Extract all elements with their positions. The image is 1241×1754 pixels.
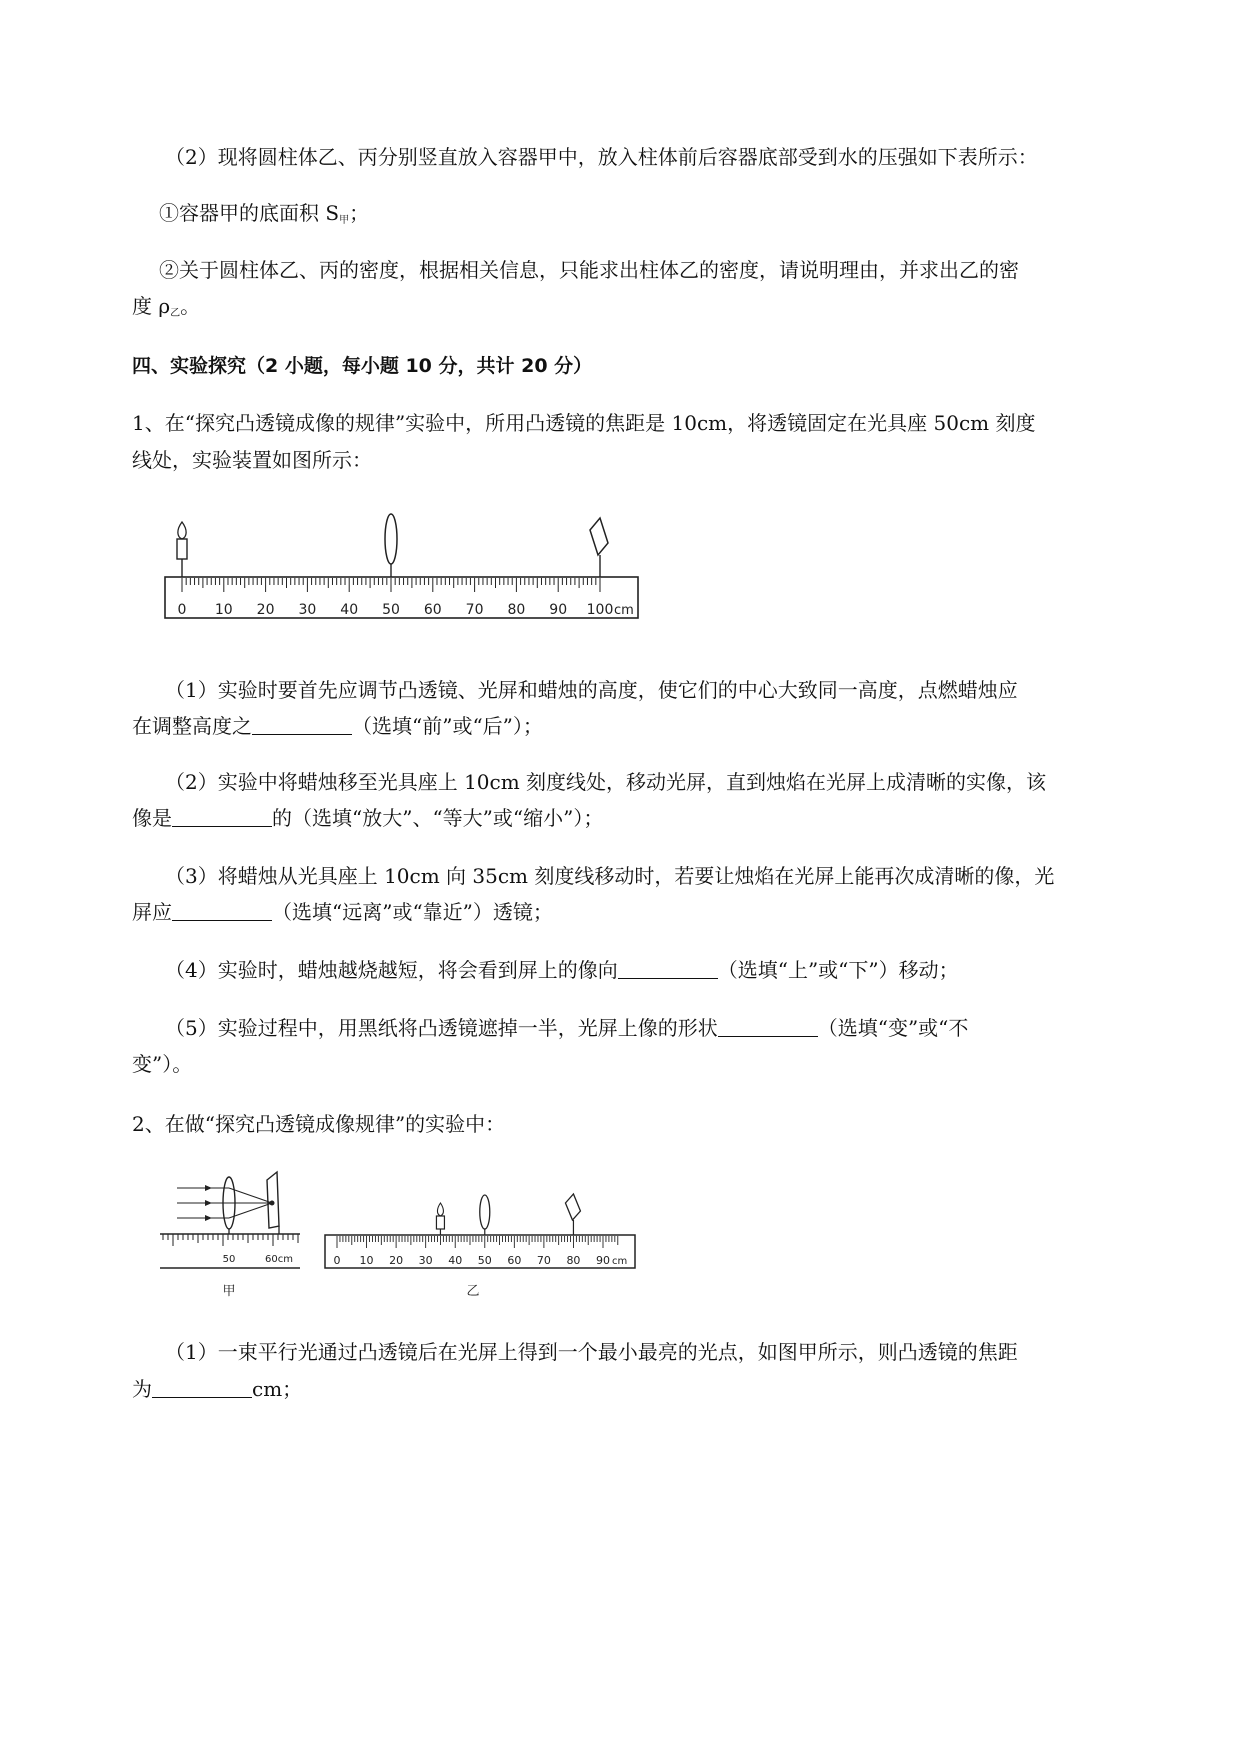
question-2a-end: ； (349, 201, 370, 225)
problem-2-q1-line1: （1）一束平行光通过凸透镜后在光屏上得到一个最小最亮的光点，如图甲所示，则凸透镜的焦距 (165, 1340, 1018, 1364)
tick-label: 60 (507, 1254, 522, 1267)
tick-label: 90 (549, 602, 568, 618)
ray-arrow (205, 1200, 212, 1206)
problem-1-q5-line1 (165, 1014, 968, 1042)
problem-1-q1-text: 在调整高度之 (132, 714, 252, 738)
problem-2-q1-line2 (132, 1375, 302, 1403)
problem-1-q1-line2 (132, 712, 543, 740)
problem-1-q4-options: （选填“上”或“下”）移动； (717, 958, 959, 982)
tick-label: 90 (596, 1254, 610, 1267)
figure-jia-focal-length (155, 1168, 305, 1298)
problem-1-q3-text: 屏应 (132, 900, 172, 924)
problem-1-q5-options: （选填“变”或“不 (817, 1016, 969, 1040)
unit-label: cm (612, 1256, 628, 1267)
tick-label: 10 (359, 1254, 374, 1267)
question-2b-line1: ②关于圆柱体乙、丙的密度，根据相关信息，只能求出柱体乙的密度，请说明理由，并求出乙的密 (159, 258, 1019, 282)
question-2a-subscript: 甲 (339, 215, 350, 226)
problem-1-q3-line2 (132, 898, 553, 926)
light-screen (565, 1194, 580, 1220)
question-2b-text: 度 ρ (132, 294, 171, 318)
question-2b-end: 。 (180, 294, 201, 318)
problem-1-q4-text: （4）实验时，蜡烛越烧越短，将会看到屏上的像向 (165, 958, 618, 982)
tick-label: 0 (177, 602, 187, 618)
answer-blank[interactable] (618, 958, 718, 979)
answer-blank[interactable] (252, 714, 352, 735)
tick-label: 100 (586, 602, 614, 618)
ray-arrow (205, 1185, 212, 1191)
candle-body (436, 1216, 444, 1229)
focal-point (270, 1201, 275, 1206)
tick-label: 50 (222, 1254, 236, 1265)
figure-caption-yi: 乙 (466, 1284, 480, 1299)
tick-label: 40 (340, 602, 359, 618)
section-heading: 四、实验探究（2 小题，每小题 10 分，共计 20 分） (132, 355, 593, 377)
tick-label: 60cm (265, 1254, 293, 1265)
problem-1-q3-options: （选填“远离”或“靠近”）透镜； (272, 900, 553, 924)
answer-blank[interactable] (152, 1377, 252, 1398)
problem-1-q2-options: 的（选填“放大”、“等大”或“缩小”）； (272, 806, 604, 830)
light-screen (590, 518, 608, 555)
problem-1-q2-line1: （2）实验中将蜡烛移至光具座上 10cm 刻度线处，移动光屏，直到烛焰在光屏上成清晰的实像，该 (165, 770, 1047, 794)
problem-1-q5-text: （5）实验过程中，用黑纸将凸透镜遮掉一半，光屏上像的形状 (165, 1016, 718, 1040)
problem-1-q4 (165, 956, 959, 984)
question-2b-subscript: 乙 (170, 308, 181, 319)
tick-label: 0 (333, 1254, 341, 1267)
problem-1-q3-line1: （3）将蜡烛从光具座上 10cm 向 35cm 刻度线移动时，若要让烛焰在光屏上能再次成清晰的像，光 (165, 864, 1055, 888)
problem-1-q5-line2: 变”）。 (132, 1052, 193, 1076)
unit-label: cm (614, 603, 634, 618)
problem-1-q1-line1: （1）实验时要首先应调节凸透镜、光屏和蜡烛的高度，使它们的中心大致同一高度，点燃蜡烛应 (165, 678, 1018, 702)
ray-arrow (205, 1215, 212, 1221)
answer-blank[interactable] (172, 900, 272, 921)
tick-label: 50 (477, 1254, 492, 1267)
tick-label: 60 (423, 602, 442, 618)
candle-body (177, 539, 187, 559)
question-2a-text: ①容器甲的底面积 S (159, 201, 340, 225)
problem-2-intro: 2、在做“探究凸透镜成像规律”的实验中： (132, 1112, 506, 1136)
problem-1-intro-line1: 1、在“探究凸透镜成像的规律”实验中，所用凸透镜的焦距是 10cm，将透镜固定在光具座 50cm 刻度 (132, 411, 1036, 435)
problem-1-q1-options: （选填“前”或“后”）； (352, 714, 543, 738)
tick-label: 50 (382, 602, 400, 618)
answer-blank[interactable] (718, 1016, 818, 1037)
figure-yi-optical-bench (320, 1185, 640, 1300)
tick-label: 20 (389, 1254, 404, 1267)
tick-label: 80 (566, 1254, 581, 1267)
candle-flame (437, 1203, 443, 1216)
tick-label: 10 (214, 602, 233, 618)
problem-1-intro-line2: 线处，实验装置如图所示： (132, 448, 372, 472)
problem-1-q2-text: 像是 (132, 806, 172, 830)
convex-lens (385, 514, 397, 564)
problem-2-q1-text: 为 (132, 1377, 152, 1401)
candle-flame (178, 522, 186, 539)
tick-label: 30 (418, 1254, 433, 1267)
convex-lens (480, 1195, 490, 1229)
tick-label: 70 (536, 1254, 551, 1267)
light-screen (267, 1172, 279, 1228)
tick-label: 30 (298, 602, 317, 618)
answer-blank[interactable] (172, 806, 272, 827)
tick-label: 70 (465, 602, 484, 618)
question-2-text: （2）现将圆柱体乙、丙分别竖直放入容器甲中，放入柱体前后容器底部受到水的压强如下表所示： (165, 145, 1038, 169)
tick-label: 20 (256, 602, 275, 618)
tick-label: 80 (507, 602, 526, 618)
problem-2-q1-unit: cm； (252, 1377, 303, 1401)
figure-caption-jia: 甲 (222, 1284, 236, 1298)
question-2b-line2 (132, 292, 200, 328)
problem-1-q2-line2 (132, 804, 603, 832)
optical-bench-figure-1 (160, 510, 645, 625)
question-2a (159, 199, 369, 235)
tick-label: 40 (448, 1254, 463, 1267)
